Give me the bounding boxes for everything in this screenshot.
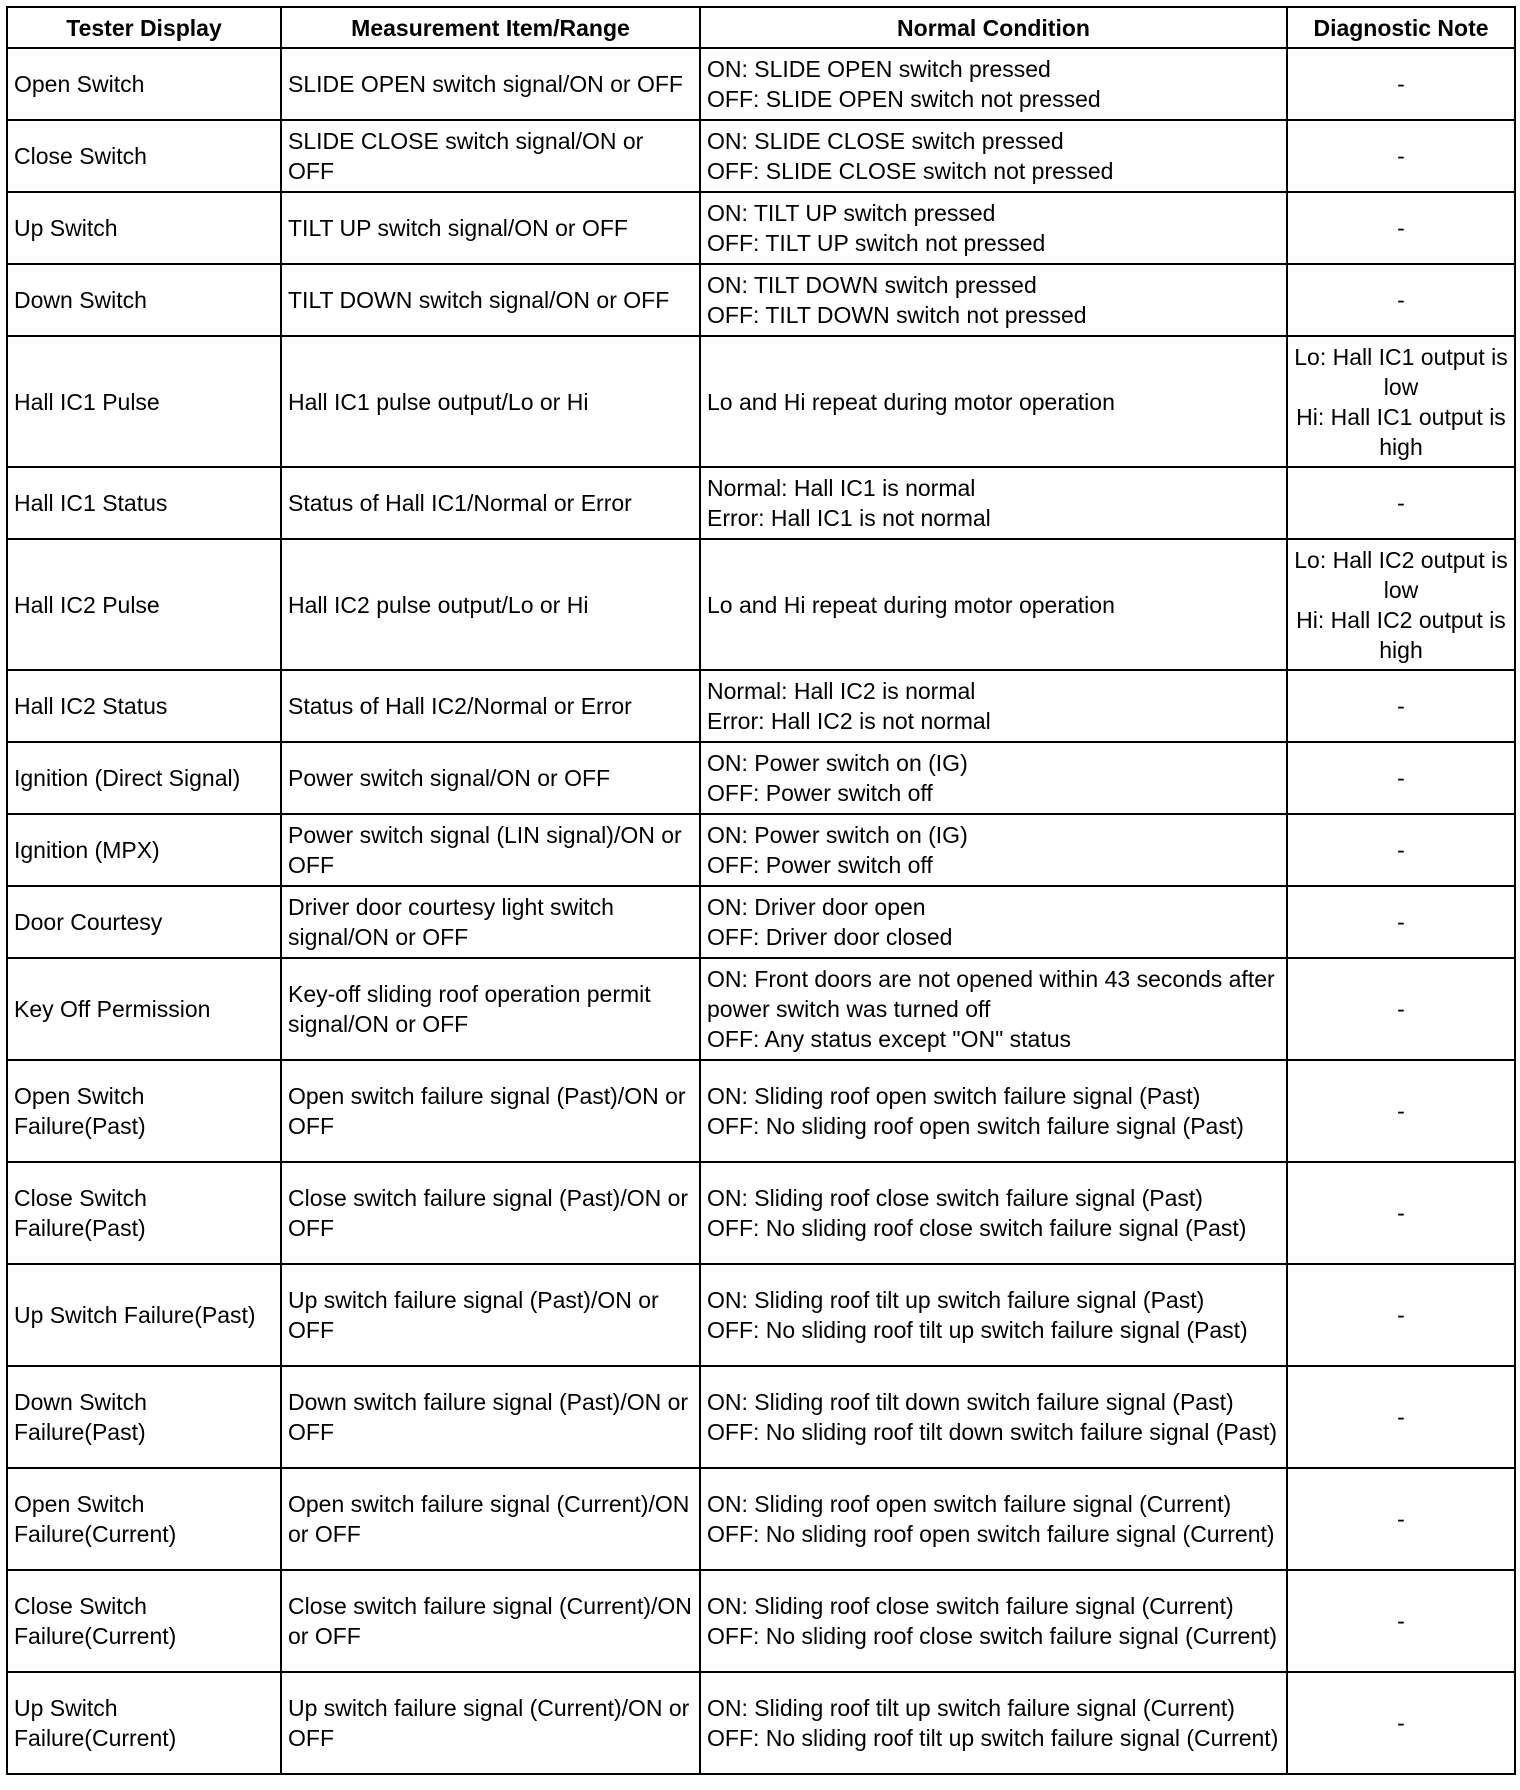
- cell-text: -: [1397, 996, 1405, 1022]
- cell-diagnostic-note: [1287, 467, 1515, 539]
- cell-diagnostic-note: [1287, 670, 1515, 742]
- cell-text: Up switch failure signal (Current)/ON or OFF: [288, 1695, 690, 1751]
- header-normal-condition: Normal Condition: [700, 7, 1287, 48]
- cell-text: Close Switch Failure(Past): [14, 1185, 147, 1241]
- cell-tester-display: [7, 467, 281, 539]
- cell-diagnostic-note: [1287, 539, 1515, 670]
- cell-text: Lo: Hall IC1 output is low Hi: Hall IC1 output is high: [1294, 343, 1508, 460]
- cell-normal-condition: [700, 742, 1287, 814]
- cell-text: Open switch failure signal (Current)/ON or OFF: [288, 1491, 690, 1547]
- cell-text: Down switch failure signal (Past)/ON or OFF: [288, 1389, 689, 1445]
- cell-normal-condition: [700, 814, 1287, 886]
- cell-normal-condition: [700, 1468, 1287, 1570]
- cell-measurement-item: [281, 886, 700, 958]
- cell-text: -: [1397, 693, 1405, 719]
- cell-measurement-item: [281, 192, 700, 264]
- cell-measurement-item: [281, 1468, 700, 1570]
- table-row: [7, 48, 1515, 120]
- cell-tester-display: [7, 1468, 281, 1570]
- table-row: [7, 1366, 1515, 1468]
- cell-text: Ignition (MPX): [14, 837, 160, 863]
- cell-measurement-item: [281, 1570, 700, 1672]
- cell-text: ON: TILT DOWN switch pressed OFF: TILT DOWN switch not pressed: [707, 272, 1087, 328]
- header-diagnostic-note: Diagnostic Note: [1287, 7, 1515, 48]
- cell-normal-condition: [700, 1366, 1287, 1468]
- table-row: [7, 1468, 1515, 1570]
- cell-diagnostic-note: [1287, 120, 1515, 192]
- cell-diagnostic-note: [1287, 264, 1515, 336]
- cell-measurement-item: [281, 1366, 700, 1468]
- cell-text: -: [1397, 1404, 1405, 1430]
- cell-text: Down Switch Failure(Past): [14, 1389, 147, 1445]
- cell-text: Open Switch Failure(Past): [14, 1083, 146, 1139]
- cell-normal-condition: [700, 539, 1287, 670]
- cell-tester-display: [7, 886, 281, 958]
- cell-tester-display: [7, 814, 281, 886]
- table-row: [7, 886, 1515, 958]
- cell-normal-condition: [700, 670, 1287, 742]
- cell-text: -: [1397, 143, 1405, 169]
- cell-tester-display: [7, 1162, 281, 1264]
- cell-text: -: [1397, 1608, 1405, 1634]
- cell-measurement-item: [281, 120, 700, 192]
- cell-measurement-item: [281, 336, 700, 467]
- cell-normal-condition: [700, 192, 1287, 264]
- cell-diagnostic-note: [1287, 1570, 1515, 1672]
- cell-text: ON: Sliding roof close switch failure signal (Current) OFF: No sliding roof close switch failure signal (Current): [707, 1593, 1278, 1649]
- table-row: [7, 958, 1515, 1060]
- cell-text: ON: Front doors are not opened within 43 seconds after power switch was turned off OFF: Any status except "ON" status: [707, 966, 1275, 1052]
- cell-text: Lo: Hall IC2 output is low Hi: Hall IC2 output is high: [1294, 546, 1508, 663]
- cell-text: ON: SLIDE CLOSE switch pressed OFF: SLIDE CLOSE switch not pressed: [707, 128, 1114, 184]
- cell-text: Driver door courtesy light switch signal/ON or OFF: [288, 894, 614, 950]
- cell-text: ON: Power switch on (IG) OFF: Power switch off: [707, 750, 968, 806]
- cell-text: Hall IC1 Pulse: [14, 388, 160, 415]
- cell-measurement-item: [281, 1162, 700, 1264]
- cell-normal-condition: [700, 886, 1287, 958]
- cell-text: Status of Hall IC2/Normal or Error: [288, 693, 632, 719]
- cell-measurement-item: [281, 539, 700, 670]
- data-list-table: [6, 6, 1516, 1775]
- cell-normal-condition: [700, 467, 1287, 539]
- cell-text: -: [1397, 1302, 1405, 1328]
- cell-measurement-item: [281, 958, 700, 1060]
- cell-normal-condition: [700, 958, 1287, 1060]
- cell-text: Close switch failure signal (Past)/ON or OFF: [288, 1185, 689, 1241]
- cell-normal-condition: [700, 336, 1287, 467]
- cell-normal-condition: [700, 48, 1287, 120]
- cell-text: ON: TILT UP switch pressed OFF: TILT UP switch not pressed: [707, 200, 1046, 256]
- cell-normal-condition: [700, 264, 1287, 336]
- cell-tester-display: [7, 742, 281, 814]
- cell-measurement-item: [281, 1264, 700, 1366]
- cell-tester-display: [7, 1672, 281, 1774]
- cell-measurement-item: [281, 264, 700, 336]
- cell-normal-condition: [700, 1264, 1287, 1366]
- cell-diagnostic-note: [1287, 958, 1515, 1060]
- cell-normal-condition: [700, 1570, 1287, 1672]
- cell-text: Up Switch Failure(Past): [14, 1302, 256, 1328]
- table-row: [7, 467, 1515, 539]
- data-list-table-container: [6, 6, 1514, 1775]
- header-tester-display: Tester Display: [7, 7, 281, 48]
- cell-tester-display: [7, 1264, 281, 1366]
- cell-diagnostic-note: [1287, 1468, 1515, 1570]
- cell-text: Hall IC1 pulse output/Lo or Hi: [288, 388, 589, 415]
- cell-text: TILT DOWN switch signal/ON or OFF: [288, 287, 670, 313]
- cell-text: -: [1397, 287, 1405, 313]
- cell-text: -: [1397, 215, 1405, 241]
- cell-measurement-item: [281, 1672, 700, 1774]
- cell-text: ON: Sliding roof tilt up switch failure signal (Past) OFF: No sliding roof tilt up switch failure signal (Past): [707, 1287, 1248, 1343]
- cell-text: -: [1397, 1098, 1405, 1124]
- table-row: [7, 192, 1515, 264]
- cell-text: -: [1397, 1710, 1405, 1736]
- cell-text: ON: Driver door open OFF: Driver door closed: [707, 894, 953, 950]
- cell-tester-display: [7, 336, 281, 467]
- cell-text: Up Switch: [14, 215, 118, 241]
- table-row: [7, 539, 1515, 670]
- cell-text: ON: Sliding roof tilt down switch failure signal (Past) OFF: No sliding roof tilt down switch failure signal (Past): [707, 1389, 1278, 1445]
- cell-text: ON: Sliding roof open switch failure signal (Past) OFF: No sliding roof open switch failure signal (Past): [707, 1083, 1244, 1139]
- cell-text: -: [1397, 490, 1405, 516]
- cell-measurement-item: [281, 814, 700, 886]
- cell-tester-display: [7, 1060, 281, 1162]
- cell-measurement-item: [281, 48, 700, 120]
- table-row: [7, 1672, 1515, 1774]
- cell-text: Up switch failure signal (Past)/ON or OFF: [288, 1287, 659, 1343]
- cell-text: -: [1397, 1506, 1405, 1532]
- cell-text: -: [1397, 765, 1405, 791]
- cell-text: Door Courtesy: [14, 909, 163, 935]
- cell-tester-display: [7, 670, 281, 742]
- cell-text: ON: Sliding roof close switch failure signal (Past) OFF: No sliding roof close switch failure signal (Past): [707, 1185, 1247, 1241]
- cell-tester-display: [7, 1366, 281, 1468]
- cell-normal-condition: [700, 1162, 1287, 1264]
- cell-diagnostic-note: [1287, 48, 1515, 120]
- cell-text: -: [1397, 71, 1405, 97]
- cell-tester-display: [7, 48, 281, 120]
- cell-text: Lo and Hi repeat during motor operation: [707, 591, 1115, 618]
- cell-text: Normal: Hall IC1 is normal Error: Hall IC1 is not normal: [707, 475, 991, 531]
- cell-text: -: [1397, 1200, 1405, 1226]
- table-row: [7, 1162, 1515, 1264]
- table-row: [7, 1264, 1515, 1366]
- cell-text: Close switch failure signal (Current)/ON or OFF: [288, 1593, 692, 1649]
- cell-diagnostic-note: [1287, 1672, 1515, 1774]
- cell-text: Normal: Hall IC2 is normal Error: Hall IC2 is not normal: [707, 678, 991, 734]
- cell-text: Power switch signal (LIN signal)/ON or OFF: [288, 822, 682, 878]
- cell-text: Open Switch: [14, 71, 145, 97]
- table-row: [7, 742, 1515, 814]
- table-row: [7, 1060, 1515, 1162]
- cell-text: Up Switch Failure(Current): [14, 1695, 177, 1751]
- cell-text: Key Off Permission: [14, 996, 211, 1022]
- cell-diagnostic-note: [1287, 1162, 1515, 1264]
- cell-text: ON: Sliding roof open switch failure signal (Current) OFF: No sliding roof open switch failure signal (Current): [707, 1491, 1275, 1547]
- cell-tester-display: [7, 958, 281, 1060]
- cell-diagnostic-note: [1287, 814, 1515, 886]
- cell-text: SLIDE CLOSE switch signal/ON or OFF: [288, 128, 644, 184]
- cell-tester-display: [7, 120, 281, 192]
- cell-measurement-item: [281, 670, 700, 742]
- cell-measurement-item: [281, 1060, 700, 1162]
- cell-text: SLIDE OPEN switch signal/ON or OFF: [288, 71, 683, 97]
- table-row: [7, 120, 1515, 192]
- header-measurement-item: Measurement Item/Range: [281, 7, 700, 48]
- cell-normal-condition: [700, 1060, 1287, 1162]
- cell-diagnostic-note: [1287, 1264, 1515, 1366]
- table-header-row: [7, 7, 1515, 48]
- table-row: [7, 670, 1515, 742]
- cell-text: Down Switch: [14, 287, 147, 313]
- cell-tester-display: [7, 539, 281, 670]
- cell-text: Close Switch Failure(Current): [14, 1593, 177, 1649]
- table-row: [7, 814, 1515, 886]
- cell-measurement-item: [281, 742, 700, 814]
- cell-text: Lo and Hi repeat during motor operation: [707, 388, 1115, 415]
- cell-text: -: [1397, 909, 1405, 935]
- cell-text: Hall IC2 Status: [14, 693, 168, 719]
- cell-diagnostic-note: [1287, 886, 1515, 958]
- cell-text: ON: Power switch on (IG) OFF: Power switch off: [707, 822, 968, 878]
- cell-text: Hall IC2 pulse output/Lo or Hi: [288, 591, 589, 618]
- cell-text: ON: Sliding roof tilt up switch failure signal (Current) OFF: No sliding roof tilt up switch failure signal (Current): [707, 1695, 1279, 1751]
- cell-diagnostic-note: [1287, 1366, 1515, 1468]
- cell-text: TILT UP switch signal/ON or OFF: [288, 215, 628, 241]
- table-row: [7, 1570, 1515, 1672]
- cell-text: Key-off sliding roof operation permit signal/ON or OFF: [288, 981, 651, 1037]
- cell-tester-display: [7, 264, 281, 336]
- cell-measurement-item: [281, 467, 700, 539]
- cell-text: Open Switch Failure(Current): [14, 1491, 177, 1547]
- cell-text: Status of Hall IC1/Normal or Error: [288, 490, 632, 516]
- cell-normal-condition: [700, 120, 1287, 192]
- cell-diagnostic-note: [1287, 1060, 1515, 1162]
- cell-text: Ignition (Direct Signal): [14, 765, 241, 791]
- cell-diagnostic-note: [1287, 336, 1515, 467]
- cell-text: Power switch signal/ON or OFF: [288, 765, 611, 791]
- cell-text: -: [1397, 837, 1405, 863]
- cell-text: Close Switch: [14, 143, 147, 169]
- table-row: [7, 336, 1515, 467]
- cell-text: Hall IC2 Pulse: [14, 591, 160, 618]
- cell-normal-condition: [700, 1672, 1287, 1774]
- table-row: [7, 264, 1515, 336]
- cell-text: Open switch failure signal (Past)/ON or OFF: [288, 1083, 686, 1139]
- cell-diagnostic-note: [1287, 192, 1515, 264]
- cell-text: ON: SLIDE OPEN switch pressed OFF: SLIDE OPEN switch not pressed: [707, 56, 1101, 112]
- cell-tester-display: [7, 192, 281, 264]
- cell-diagnostic-note: [1287, 742, 1515, 814]
- cell-tester-display: [7, 1570, 281, 1672]
- cell-text: Hall IC1 Status: [14, 490, 168, 516]
